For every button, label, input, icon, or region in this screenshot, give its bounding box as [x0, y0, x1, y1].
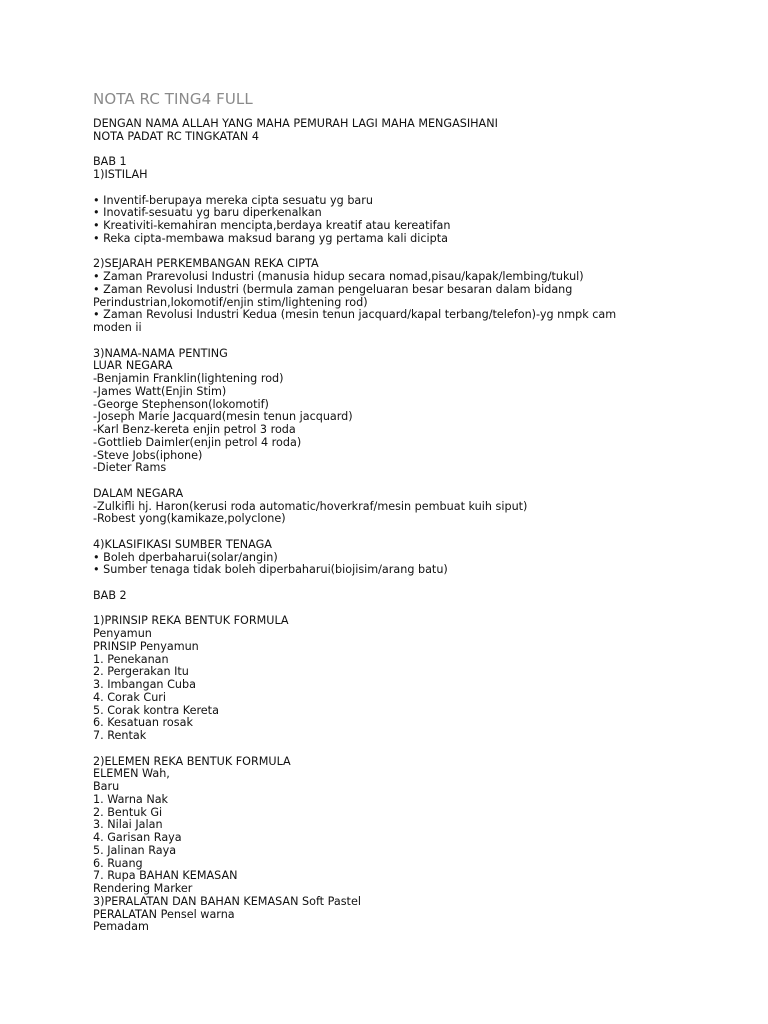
text-line: -Gottlieb Daimler(enjin petrol 4 roda): [93, 435, 302, 449]
text-line: [93, 144, 753, 157]
text-line: • Zaman Revolusi Industri (bermula zaman pengeluaran besar besaran dalam bidang: [93, 282, 573, 296]
text-line: 3)NAMA-NAMA PENTING: [93, 346, 228, 360]
text-line: • Inventif-berupaya mereka cipta sesuatu yg baru: [93, 193, 373, 207]
text-line: • Inovatif-sesuatu yg baru diperkenalkan: [93, 206, 322, 220]
text-line: -Karl Benz-kereta enjin petrol 3 roda: [93, 423, 296, 436]
text-line: 6. Ruang: [93, 856, 143, 870]
text-line: [93, 526, 753, 539]
text-line: [93, 335, 753, 348]
text-line: -Benjamin Franklin(lightening rod): [93, 372, 284, 385]
text-line: 3)PERALATAN DAN BAHAN KEMASAN Soft Pastel: [93, 894, 361, 908]
text-line: [93, 577, 753, 590]
text-line: Perindustrian,lokomotif/enjin stim/lightening rod): [93, 295, 368, 309]
text-line: • Kreativiti-kemahiran mencipta,berdaya kreatif atau kereatifan: [93, 219, 451, 232]
text-line: -Zulkifli hj. Haron(kerusi roda automatic/hoverkraf/mesin pembuat kuih siput): [93, 499, 528, 513]
document-body: [93, 118, 753, 934]
text-line: 5. Jalinan Raya: [93, 843, 177, 857]
text-line: 2. Bentuk Gi: [93, 805, 163, 819]
text-line: Pemadam: [93, 920, 149, 934]
text-line: 4. Garisan Raya: [93, 831, 182, 844]
text-line: 2)ELEMEN REKA BENTUK FORMULA: [93, 754, 291, 768]
text-line: BAB 2: [93, 588, 127, 602]
text-line: -Joseph Marie Jacquard(mesin tenun jacquard): [93, 410, 353, 424]
text-line: 7. Rupa BAHAN KEMASAN: [93, 869, 238, 883]
text-line: [93, 475, 753, 488]
text-line: ELEMEN Wah,: [93, 767, 170, 781]
text-line: Penyamun: [93, 627, 152, 640]
text-line: Rendering Marker: [93, 882, 193, 895]
text-line: [93, 743, 753, 756]
text-line: • Reka cipta-membawa maksud barang yg pertama kali dicipta: [93, 231, 448, 245]
text-line: 3. Nilai Jalan: [93, 818, 163, 832]
text-line: 1)ISTILAH: [93, 168, 148, 181]
text-line: Baru: [93, 780, 120, 793]
text-line: • Sumber tenaga tidak boleh diperbaharui(biojisim/arang batu): [93, 563, 448, 577]
text-line: PERALATAN Pensel warna: [93, 907, 235, 921]
text-line: DENGAN NAMA ALLAH YANG MAHA PEMURAH LAGI MAHA MENGASIHANI: [93, 117, 498, 130]
document-title: NOTA RC TING4 FULL: [93, 90, 253, 108]
text-line: 1. Warna Nak: [93, 792, 169, 806]
text-line: 2. Pergerakan Itu: [93, 665, 189, 679]
text-line: • Zaman Revolusi Industri Kedua (mesin tenun jacquard/kapal terbang/telefon)-yg nmpk cam: [93, 308, 617, 322]
text-line: BAB 1: [93, 155, 127, 169]
text-line: PRINSIP Penyamun: [93, 639, 199, 653]
text-line: 7. Rentak: [93, 729, 147, 742]
text-line: -George Stephenson(lokomotif): [93, 397, 269, 411]
text-line: -Steve Jobs(iphone): [93, 448, 203, 462]
text-line: LUAR NEGARA: [93, 359, 173, 373]
text-line: • Boleh dperbaharui(solar/angin): [93, 550, 278, 564]
text-line: [93, 182, 753, 195]
text-line: 5. Corak kontra Kereta: [93, 703, 219, 717]
text-line: NOTA PADAT RC TINGKATAN 4: [93, 129, 259, 143]
text-line: 6. Kesatuan rosak: [93, 716, 193, 730]
document-page: [93, 88, 753, 934]
text-line: moden ii: [93, 321, 142, 334]
text-line: DALAM NEGARA: [93, 486, 184, 500]
text-line: -Robest yong(kamikaze,polyclone): [93, 512, 286, 526]
text-line: -Dieter Rams: [93, 461, 167, 475]
text-line: 4. Corak Curi: [93, 690, 166, 704]
text-line: 1. Penekanan: [93, 652, 169, 666]
text-line: • Zaman Prarevolusi Industri (manusia hidup secara nomad,pisau/kapak/lembing/tukul): [93, 270, 584, 283]
text-line: 4)KLASIFIKASI SUMBER TENAGA: [93, 537, 272, 551]
text-line: 3. Imbangan Cuba: [93, 678, 196, 691]
text-line: -James Watt(Enjin Stim): [93, 384, 227, 398]
text-line: 1)PRINSIP REKA BENTUK FORMULA: [93, 614, 289, 628]
text-line: 2)SEJARAH PERKEMBANGAN REKA CIPTA: [93, 257, 319, 271]
